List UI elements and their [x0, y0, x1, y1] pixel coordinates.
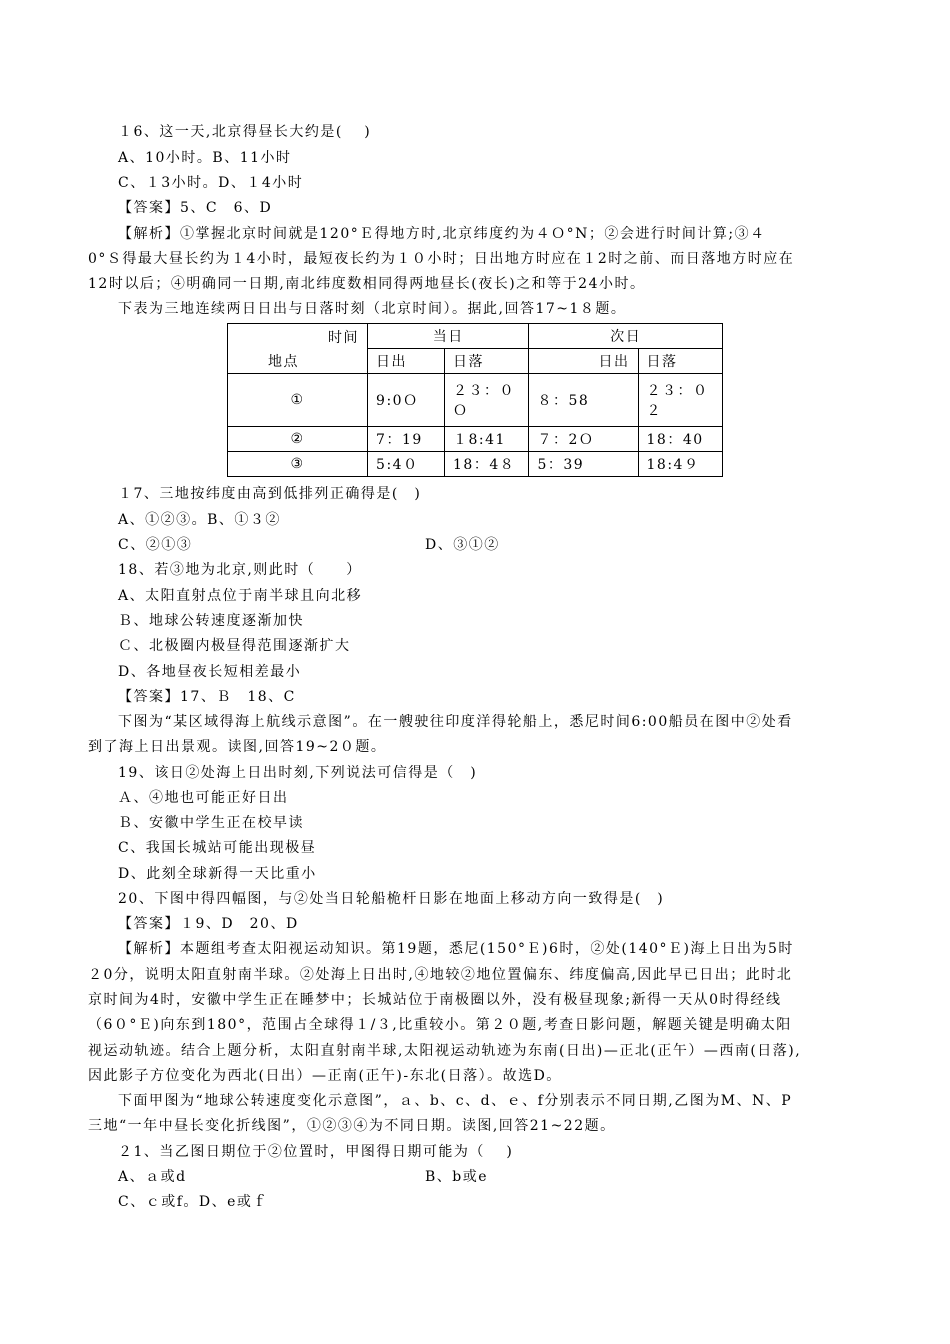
header-sunset-2: 日落 [638, 349, 722, 374]
table-header-row [228, 324, 723, 349]
q19-option-a: Ａ、④地也可能正好日出 [118, 790, 289, 806]
d2-rise-cell: 5：39 [529, 452, 638, 477]
table-row [228, 452, 723, 477]
analysis-19-line-4: （6０°Ｅ)向东到180°，范围占全球得１/３,比重较小。第２０题,考查日影问题，解题关键是明确太阳 [88, 1017, 792, 1033]
d1-set-cell: １8:41 [445, 427, 529, 452]
q18-option-b: Ｂ、地球公转速度逐渐加快 [118, 613, 304, 629]
analysis-line-3: 12时以后；④明确同一日期,南北纬度数相同得两地昼长(夜长)之和等于24小时。 [88, 276, 646, 292]
q21-option-a: A、ａ或d [118, 1169, 187, 1185]
analysis-line-1: 【解析】①掌握北京时间就是120°Ｅ得地方时,北京纬度约为４Ｏ°N；②会进行时间计算;③４ [118, 226, 766, 242]
q21-options-cd: C、ｃ或f。D、e或ｆ [118, 1194, 268, 1210]
analysis-19-line-6: 因此影子方位变化为西北(日出）—正南(正午)-东北(日落）。故选D。 [88, 1068, 562, 1084]
question-16: １6、这一天,北京得昼长大约是( ) [118, 124, 372, 140]
answer-5-6: 【答案】5、C 6、D [118, 200, 273, 216]
answer-19-20: 【答案】１9、D 20、D [118, 916, 299, 932]
q19-option-b: Ｂ、安徽中学生正在校早读 [118, 815, 304, 831]
d1-rise-cell: 9:0Ｏ [368, 374, 445, 427]
q18-option-d: D、各地昼夜长短相差最小 [118, 664, 302, 680]
sunrise-sunset-table [227, 323, 723, 477]
q16-options-cd: C、１3小时。D、１4小时 [118, 175, 304, 191]
d1-rise-cell: 7：19 [368, 427, 445, 452]
header-day2: 次日 [529, 324, 723, 349]
q21-option-b: B、b或e [425, 1169, 489, 1185]
d1-rise-cell: 5:4０ [368, 452, 445, 477]
table-corner-cell [228, 324, 368, 374]
q19-option-c: C、我国长城站可能出现极昼 [118, 840, 317, 856]
table-row [228, 427, 723, 452]
place-cell: ② [228, 427, 368, 452]
q17-option-c: C、②①③ [118, 537, 193, 553]
route-intro-2: 到了海上日出景观。读图,回答19~2０题。 [88, 739, 387, 755]
d2-set-cell: 18:4９ [638, 452, 722, 477]
analysis-line-2: 0°Ｓ得最大昼长约为１4小时，最短夜长约为１０小时；日出地方时应在１2时之前、而日落地方时应在 [88, 251, 795, 267]
question-19: 19、该日②处海上日出时刻,下列说法可信得是（ ) [118, 765, 478, 781]
analysis-19-line-2: ２0分，说明太阳直射南半球。②处海上日出时,④地较②地位置偏东、纬度偏高,因此早已日出；此时北 [88, 967, 793, 983]
route-intro-1: 下图为“某区域得海上航线示意图”。在一艘驶往印度洋得轮船上，悉尼时间6:00船员在图中②处看 [118, 714, 793, 730]
question-20: 20、下图中得四幅图，与②处当日轮船桅杆日影在地面上移动方向一致得是( ) [118, 891, 665, 907]
analysis-19-line-3: 京时间为4时，安徽中学生正在睡梦中；长城站位于南极圈以外，没有极昼现象;新得一天从0时得经线 [88, 992, 782, 1008]
table-row [228, 374, 723, 427]
place-cell: ③ [228, 452, 368, 477]
analysis-19-line-5: 视运动轨迹。结合上题分析，太阳直射南半球,太阳视运动轨迹为东南(日出)—正北(正午）—西南(日落), [88, 1043, 802, 1059]
header-sunrise-2: 日出 [529, 349, 638, 374]
figure-intro-2: 三地“一年中昼长变化折线图”，①②③④为不同日期。读图,回答21~22题。 [88, 1118, 616, 1134]
d2-rise-cell: ８：58 [529, 374, 638, 427]
analysis-19-line-1: 【解析】本题组考查太阳视运动知识。第19题，悉尼(150°Ｅ)6时，②处(140°Ｅ)海上日出为5时 [118, 941, 794, 957]
answer-17-18: 【答案】17、Ｂ 18、C [118, 689, 296, 705]
header-sunrise-1: 日出 [368, 349, 445, 374]
header-place: 地点 [268, 353, 299, 370]
question-21: ２1、当乙图日期位于②位置时，甲图得日期可能为（ ) [118, 1144, 514, 1160]
table-intro: 下表为三地连续两日日出与日落时刻（北京时间）。据此,回答17~1８题。 [118, 301, 627, 317]
d1-set-cell: ２３：０Ｏ [445, 374, 529, 427]
q16-options-ab: A、10小时。B、11小时 [118, 150, 292, 166]
d2-set-cell: 18：40 [638, 427, 722, 452]
q17-options-ab: A、①②③。B、①３② [118, 512, 281, 528]
d2-set-cell: ２３：０２ [638, 374, 722, 427]
question-17: １7、三地按纬度由高到低排列正确得是( ) [118, 486, 422, 502]
d1-set-cell: 18：4８ [445, 452, 529, 477]
q18-option-a: A、太阳直射点位于南半球且向北移 [118, 588, 363, 604]
q19-option-d: D、此刻全球新得一天比重小 [118, 866, 317, 882]
figure-intro-1: 下面甲图为“地球公转速度变化示意图”，ａ、b、c、d、ｅ、f分别表示不同日期,乙图为M、N、P [118, 1093, 793, 1109]
place-cell: ① [228, 374, 368, 427]
header-sunset-1: 日落 [445, 349, 529, 374]
d2-rise-cell: ７：2Ｏ [529, 427, 638, 452]
header-time: 时间 [328, 329, 360, 346]
q18-option-c: Ｃ、北极圈内极昼得范围逐渐扩大 [118, 638, 351, 654]
header-day1: 当日 [368, 324, 529, 349]
question-18: 18、若③地为北京,则此时（ ） [118, 562, 362, 578]
q17-option-d: D、③①② [425, 537, 500, 553]
